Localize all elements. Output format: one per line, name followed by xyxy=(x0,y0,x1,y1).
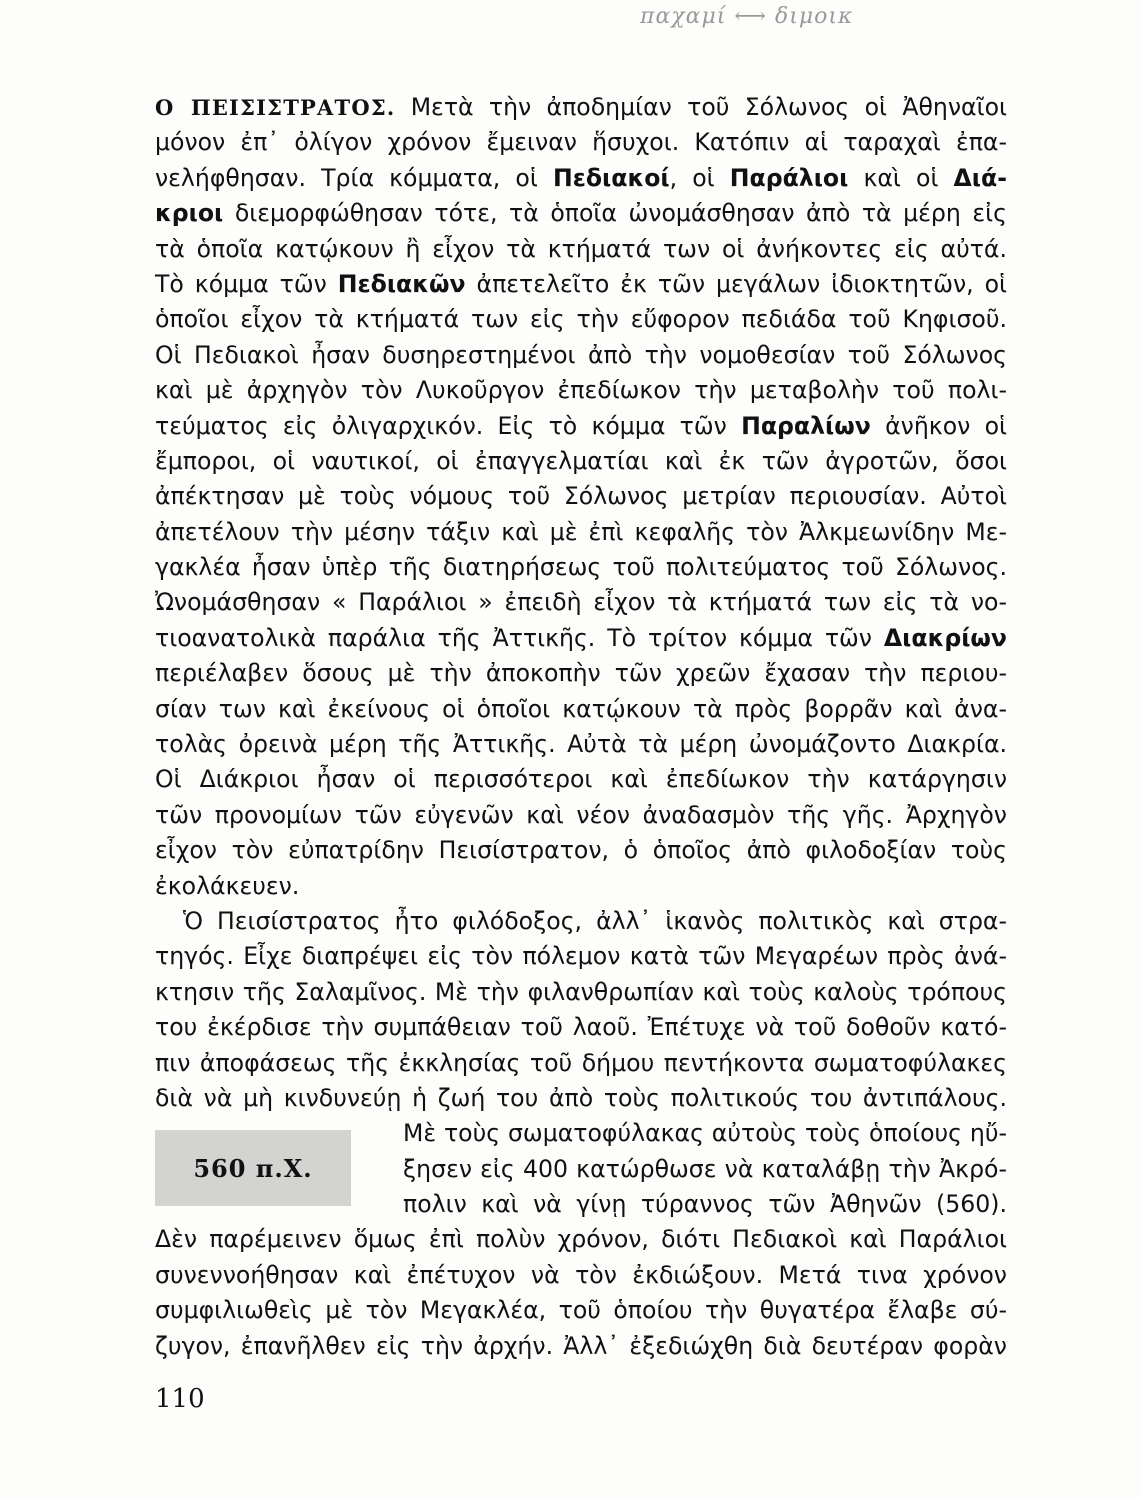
text-line: τὰ ὁποῖα κατῴκουν ἢ εἶχον τὰ κτήματά των οἱ ἀνήκοντες εἰς αὐτά. xyxy=(155,234,1007,263)
text-line: πολιν καὶ νὰ γίνῃ τύραννος τῶν Ἀθηνῶν (560). xyxy=(403,1190,1007,1219)
page-number: 110 xyxy=(155,1384,205,1414)
text-line: διὰ νὰ μὴ κινδυνεύῃ ἡ ζωή του ἀπὸ τοὺς πολιτικούς του ἀντιπάλους. xyxy=(155,1083,1007,1112)
party-name: Πεδιακοί xyxy=(552,163,670,192)
text-line: πιν ἀποφάσεως τῆς ἐκκλησίας τοῦ δήμου πεντήκοντα σωματοφύλακες xyxy=(155,1048,1007,1077)
text-line: ἐκολάκευεν. xyxy=(155,871,300,900)
text-line: συμφιλιωθεὶς μὲ τὸν Μεγακλέα, τοῦ ὁποίου τὴν θυγατέρα ἔλαβε σύ- xyxy=(155,1296,1007,1325)
text-line: τηγός. Εἶχε διαπρέψει εἰς τὸν πόλεμον κατὰ τῶν Μεγαρέων πρὸς ἀνά- xyxy=(155,942,1007,971)
text-line: κριοι διεμορφώθησαν τότε, τὰ ὁποῖα ὠνομάσθησαν ἀπὸ τὰ μέρη εἰς xyxy=(155,199,1007,228)
text-line: νελήφθησαν. Τρία κόμματα, οἱ Πεδιακοί, οἱ Παράλιοι καὶ οἱ Διά- xyxy=(155,163,1007,192)
text-line: τεύματος εἰς ὀλιγαρχικόν. Εἰς τὸ κόμμα τῶν Παραλίων ἀνῆκον οἱ xyxy=(155,411,1008,440)
text-line: τῶν προνομίων τῶν εὐγενῶν καὶ νέον ἀναδασμὸν τῆς γῆς. Ἀρχηγὸν xyxy=(155,800,1007,829)
text-line: συνεννοήθησαν καὶ ἐπέτυχον νὰ τὸν ἐκδιώξουν. Μετά τινα χρόνον xyxy=(155,1260,1007,1289)
text-line: Οἱ Πεδιακοὶ ἦσαν δυσηρεστημένοι ἀπὸ τὴν νομοθεσίαν τοῦ Σόλωνος xyxy=(155,340,1007,369)
text-line: ἀπετέλουν τὴν μέσην τάξιν καὶ μὲ ἐπὶ κεφαλῆς τὸν Ἀλκμεωνίδην Με- xyxy=(155,517,1007,546)
text-line: Δὲν παρέμεινεν ὅμως ἐπὶ πολὺν χρόνον, διότι Πεδιακοὶ καὶ Παράλιοι xyxy=(155,1225,1007,1254)
party-name: Παράλιοι xyxy=(729,163,849,192)
text-line: Τὸ κόμμα τῶν Πεδιακῶν ἀπετελεῖτο ἐκ τῶν μεγάλων ἰδιοκτητῶν, οἱ xyxy=(155,269,1008,298)
text-line: Μὲ τοὺς σωματοφύλακας αὐτοὺς τοὺς ὁποίους ηὔ- xyxy=(403,1119,1007,1148)
text-body xyxy=(155,90,1007,1364)
section-title: Ο ΠΕΙΣΙΣΤΡΑΤΟΣ. xyxy=(155,95,396,120)
text-line: Ὁ Πεισίστρατος ἦτο φιλόδοξος, ἀλλ᾽ ἱκανὸς πολιτικὸς καὶ στρα- xyxy=(183,906,1007,935)
party-name: Πεδιακῶν xyxy=(337,269,466,298)
party-name: Διακρίων xyxy=(883,623,1007,652)
text-line: ζυγον, ἐπανῆλθεν εἰς τὴν ἀρχήν. Ἀλλ᾽ ἐξεδιώχθη διὰ δευτέραν φορὰν xyxy=(155,1331,1007,1360)
text-line: κτησιν τῆς Σαλαμῖνος. Μὲ τὴν φιλανθρωπίαν καὶ τοὺς καλοὺς τρόπους xyxy=(155,977,1007,1006)
text-line: ἀπέκτησαν μὲ τοὺς νόμους τοῦ Σόλωνος μετρίαν περιουσίαν. Αὐτοὶ xyxy=(155,482,1007,511)
text-line: ξησεν εἰς 400 κατώρθωσε νὰ καταλάβῃ τὴν Ἀκρό- xyxy=(403,1154,1007,1183)
text-line: καὶ μὲ ἀρχηγὸν τὸν Λυκοῦργον ἐπεδίωκον τὴν μεταβολὴν τοῦ πολι- xyxy=(155,376,1007,405)
text-line: ἔμποροι, οἱ ναυτικοί, οἱ ἐπαγγελματίαι καὶ ἐκ τῶν ἀγροτῶν, ὅσοι xyxy=(155,446,1007,475)
text-line: Ὠνομάσθησαν « Παράλιοι » ἐπειδὴ εἶχον τὰ κτήματά των εἰς τὰ νο- xyxy=(155,588,1007,617)
text-line: μόνον ἐπ᾽ ὀλίγον χρόνον ἔμειναν ἥσυχοι. Κατόπιν αἱ ταραχαὶ ἐπα- xyxy=(155,128,1007,157)
text-line: ὁποῖοι εἶχον τὰ κτήματά των εἰς τὴν εὔφορον πεδιάδα τοῦ Κηφισοῦ. xyxy=(155,305,1007,334)
text-line: Οἱ Διάκριοι ἦσαν οἱ περισσότεροι καὶ ἐπεδίωκον τὴν κατάργησιν xyxy=(155,765,1007,794)
text-line: τολὰς ὀρεινὰ μέρη τῆς Ἀττικῆς. Αὐτὰ τὰ μέρη ὠνομάζοντο Διακρία. xyxy=(155,730,1007,759)
party-name: Διά- xyxy=(953,163,1007,192)
text-line: γακλέα ἦσαν ὑπὲρ τῆς διατηρήσεως τοῦ πολιτεύματος τοῦ Σόλωνος. xyxy=(155,553,1007,582)
date-margin-note: 560 π.Χ. xyxy=(155,1130,351,1206)
text-line: τιοανατολικὰ παράλια τῆς Ἀττικῆς. Τὸ τρίτον κόμμα τῶν Διακρίων xyxy=(155,623,1007,652)
margin-row xyxy=(155,1116,1007,1222)
text-line: σίαν των καὶ ἐκείνους οἱ ὁποῖοι κατῴκουν τὰ πρὸς βορρᾶν καὶ ἀνα- xyxy=(155,694,1007,723)
party-name: Παραλίων xyxy=(741,411,871,440)
text-beside-note xyxy=(403,1116,1007,1222)
party-name: κριοι xyxy=(155,199,224,228)
text-line: του ἐκέρδισε τὴν συμπάθειαν τοῦ λαοῦ. Ἐπέτυχε νὰ τοῦ δοθοῦν κατό- xyxy=(155,1013,1007,1042)
text-line: περιέλαβεν ὅσους μὲ τὴν ἀποκοπὴν τῶν χρεῶν ἔχασαν τὴν περιου- xyxy=(155,659,1007,688)
handwritten-note: παχαμί ⟷ διμοικ xyxy=(640,4,854,29)
text-line: εἶχον τὸν εὐπατρίδην Πεισίστρατον, ὁ ὁποῖος ἀπὸ φιλοδοξίαν τοὺς xyxy=(155,836,1007,865)
text-line: Ο ΠΕΙΣΙΣΤΡΑΤΟΣ. Μετὰ τὴν ἀποδημίαν τοῦ Σόλωνος οἱ Ἀθηναῖοι xyxy=(155,93,1007,121)
